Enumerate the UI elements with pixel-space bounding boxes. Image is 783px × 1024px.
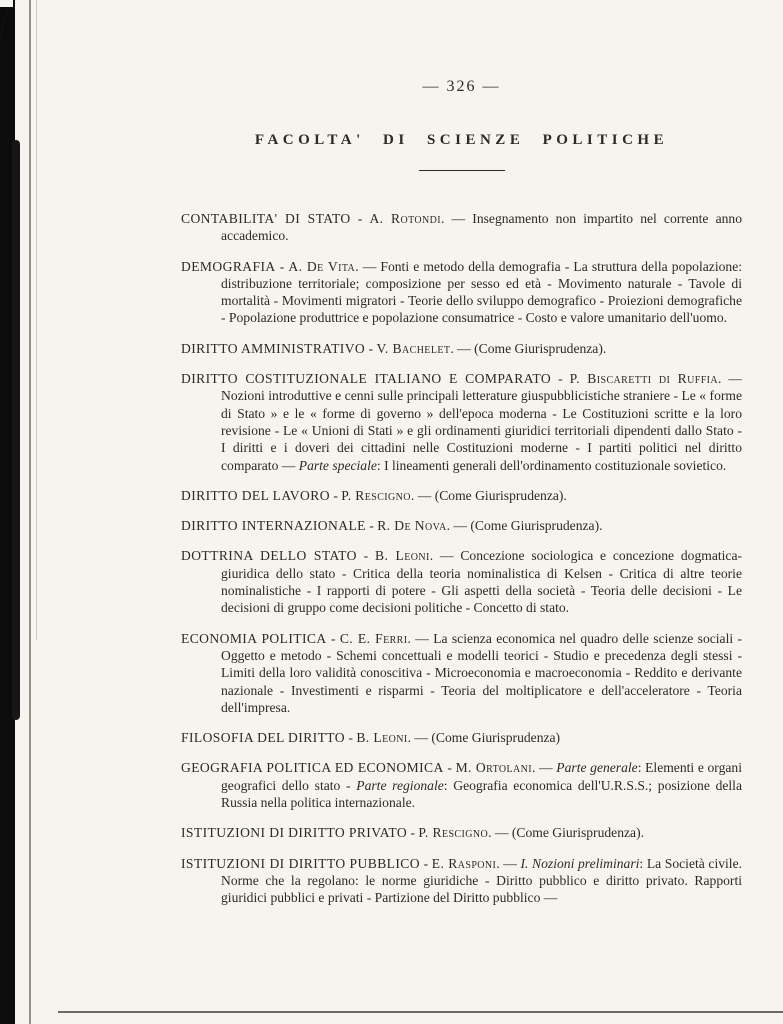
entry-text-segment: Concezione sociologica e concezione dogmatica-giuridica dello stato - Critica della teoria nominalistica di Kelsen - Critica di altre teorie nominalistiche - I rapporti di potere - Gli aspetti della società - Teoria delle decisioni - Le decisioni di gruppo come decisioni politiche - Concetto di stato. xyxy=(221,548,742,616)
course-professor-separator: - xyxy=(275,258,289,274)
professor-body-separator: . — xyxy=(450,340,475,356)
page-content xyxy=(181,0,742,920)
professor-body-separator: . — xyxy=(407,730,432,746)
entry-text-segment: : I lineamenti generali dell'ordinamento costituzionale sovietico. xyxy=(376,457,727,473)
course-name: DIRITTO DEL LAVORO xyxy=(181,487,330,503)
course-professor-separator: - xyxy=(365,340,377,356)
professor-name: E. Rasponi xyxy=(431,855,497,871)
course-name: DIRITTO AMMINISTRATIVO xyxy=(181,340,366,356)
entry-text-segment: (Come Giurisprudenza). xyxy=(474,340,607,356)
entry-text-segment: : Elementi e organi geografici dello stato - xyxy=(221,760,742,793)
entry-text-segment: Parte regionale xyxy=(356,777,444,793)
catalog-entry xyxy=(181,855,742,907)
entry-text-segment: Insegnamento non impartito nel corrente anno accademico. xyxy=(221,211,743,244)
course-name: CONTABILITA' DI STATO xyxy=(181,211,351,226)
course-professor-separator: - xyxy=(329,487,342,503)
course-name: ECONOMIA POLITICA xyxy=(181,630,327,646)
professor-name: R. De Nova xyxy=(377,518,447,534)
course-name: FILOSOFIA DEL DIRITTO xyxy=(181,730,345,746)
entry-text-segment: (Come Giurisprudenza). xyxy=(511,825,644,841)
entry-text-segment: Parte generale xyxy=(556,760,638,776)
course-professor-separator: - xyxy=(344,730,357,746)
page-number: — 326 — xyxy=(422,78,501,95)
course-name: ISTITUZIONI DI DIRITTO PRIVATO xyxy=(181,825,408,841)
professor-body-separator: . — xyxy=(488,825,512,841)
course-professor-separator: - xyxy=(419,855,432,871)
entry-text-segment: I. Nozioni preliminari xyxy=(520,855,640,871)
course-professor-separator: - xyxy=(326,630,340,646)
entry-text-segment: Fonti e metodo della demografia - La struttura della popolazione: distribuzione territoriale; composizione per sesso ed età - Movimento naturale - Tavole di mortalità - Movimenti migratori - Teorie dello sviluppo demografico - Proiezioni demografiche - Popolazione produttrice e popolazione consumatrice - Costo e valore umanitario dell'uomo. xyxy=(221,258,743,326)
professor-body-separator: . — xyxy=(355,258,381,274)
scan-binding-edge-inner xyxy=(12,140,20,720)
entry-text-segment: (Come Giurisprudenza). xyxy=(434,487,567,503)
entry-text-segment: Nozioni introduttive e cenni sulle principali letterature giuspubblicistiche straniere - Le « forme di Stato » e le « forme di governo » dell'epoca moderna - Le Costituzioni scritte e la loro revisione - Le « Unioni di Stati » e gli ordinamenti giuridici territoriali dipendenti dallo Stato - I diritti e i doveri dei cittadini nelle Costituzioni moderne - I partiti politici nel diritto comparato — xyxy=(221,388,742,473)
entry-text-segment: La scienza economica nel quadro delle scienze sociali - Oggetto e metodo - Schemi concettuali e modelli teorici - Studio e precedenza degli stessi - Limiti della loro validità conoscitiva - Microeconomia e macroeconomia - Reddito e derivante nazionale - Investimenti e risparmi - Teoria del moltiplicatore e dell'acceleratore - Teoria dell'impresa. xyxy=(221,630,743,715)
course-name: DEMOGRAFIA xyxy=(181,258,276,274)
catalog-entry xyxy=(181,370,742,474)
entries-list xyxy=(181,210,742,907)
entry-text-segment: : Geografia economica dell'U.R.S.S.; posizione della Russia nella politica internazionale. xyxy=(221,777,742,811)
catalog-entry xyxy=(181,210,742,245)
professor-name: V. Bachelet xyxy=(376,340,451,356)
professor-body-separator: . — xyxy=(446,518,471,534)
catalog-entry xyxy=(181,729,742,746)
course-professor-separator: - xyxy=(407,825,419,841)
professor-name: C. E. Ferri xyxy=(339,630,408,646)
scan-bottom-line xyxy=(58,1011,783,1013)
course-professor-separator: - xyxy=(350,211,370,226)
professor-name: P. Biscaretti di Ruffia xyxy=(569,371,719,387)
catalog-entry xyxy=(181,824,742,841)
course-professor-separator: - xyxy=(551,371,570,387)
professor-name: B. Leoni xyxy=(375,548,430,564)
professor-body-separator: . — xyxy=(407,630,434,646)
professor-name: M. Ortolani xyxy=(455,760,533,776)
course-name: GEOGRAFIA POLITICA ED ECONOMICA xyxy=(181,760,444,776)
catalog-entry xyxy=(181,547,742,616)
professor-body-separator: . — xyxy=(718,371,743,387)
course-name: ISTITUZIONI DI DIRITTO PUBBLICO xyxy=(181,855,420,871)
course-name: DIRITTO COSTITUZIONALE ITALIANO E COMPARATO xyxy=(181,371,552,387)
course-name: DIRITTO INTERNAZIONALE xyxy=(181,518,366,534)
professor-body-separator: . — xyxy=(496,855,521,871)
entry-text-segment: : La Società civile. Norme che la regolano: le norme giuridiche - Diritto pubblico e diritto privato. Rapporti giuridici pubblici e privati - Partizione del Diritto pubblico — xyxy=(221,855,743,906)
professor-body-separator: . — xyxy=(532,760,557,776)
professor-body-separator: . — xyxy=(429,548,461,564)
course-professor-separator: - xyxy=(443,760,456,776)
entry-text-segment: (Come Giurisprudenza). xyxy=(470,518,603,534)
catalog-entry xyxy=(181,630,742,716)
title-rule xyxy=(419,170,505,171)
catalog-entry xyxy=(181,517,742,534)
course-professor-separator: - xyxy=(356,548,376,564)
course-name: DOTTRINA DELLO STATO xyxy=(181,548,357,564)
entry-text-segment: Parte speciale xyxy=(298,457,377,473)
professor-name: A. Rotondi xyxy=(369,211,442,226)
catalog-entry xyxy=(181,487,742,504)
scan-vertical-line xyxy=(29,0,31,1024)
professor-name: B. Leoni xyxy=(356,730,408,746)
catalog-entry xyxy=(181,258,742,327)
scan-edge-notch xyxy=(0,0,13,7)
scan-vertical-line-faint xyxy=(36,0,37,640)
professor-name: P. Rescigno xyxy=(418,825,489,841)
professor-body-separator: . — xyxy=(410,487,435,503)
catalog-entry xyxy=(181,759,742,811)
page-title: FACOLTA' DI SCIENZE POLITICHE xyxy=(254,132,669,148)
course-professor-separator: - xyxy=(365,518,378,534)
professor-name: P. Rescigno xyxy=(341,487,411,503)
professor-body-separator: . — xyxy=(441,211,473,226)
catalog-entry xyxy=(181,340,742,357)
entry-text-segment: (Come Giurisprudenza) xyxy=(431,730,561,746)
professor-name: A. De Vita xyxy=(288,258,356,274)
